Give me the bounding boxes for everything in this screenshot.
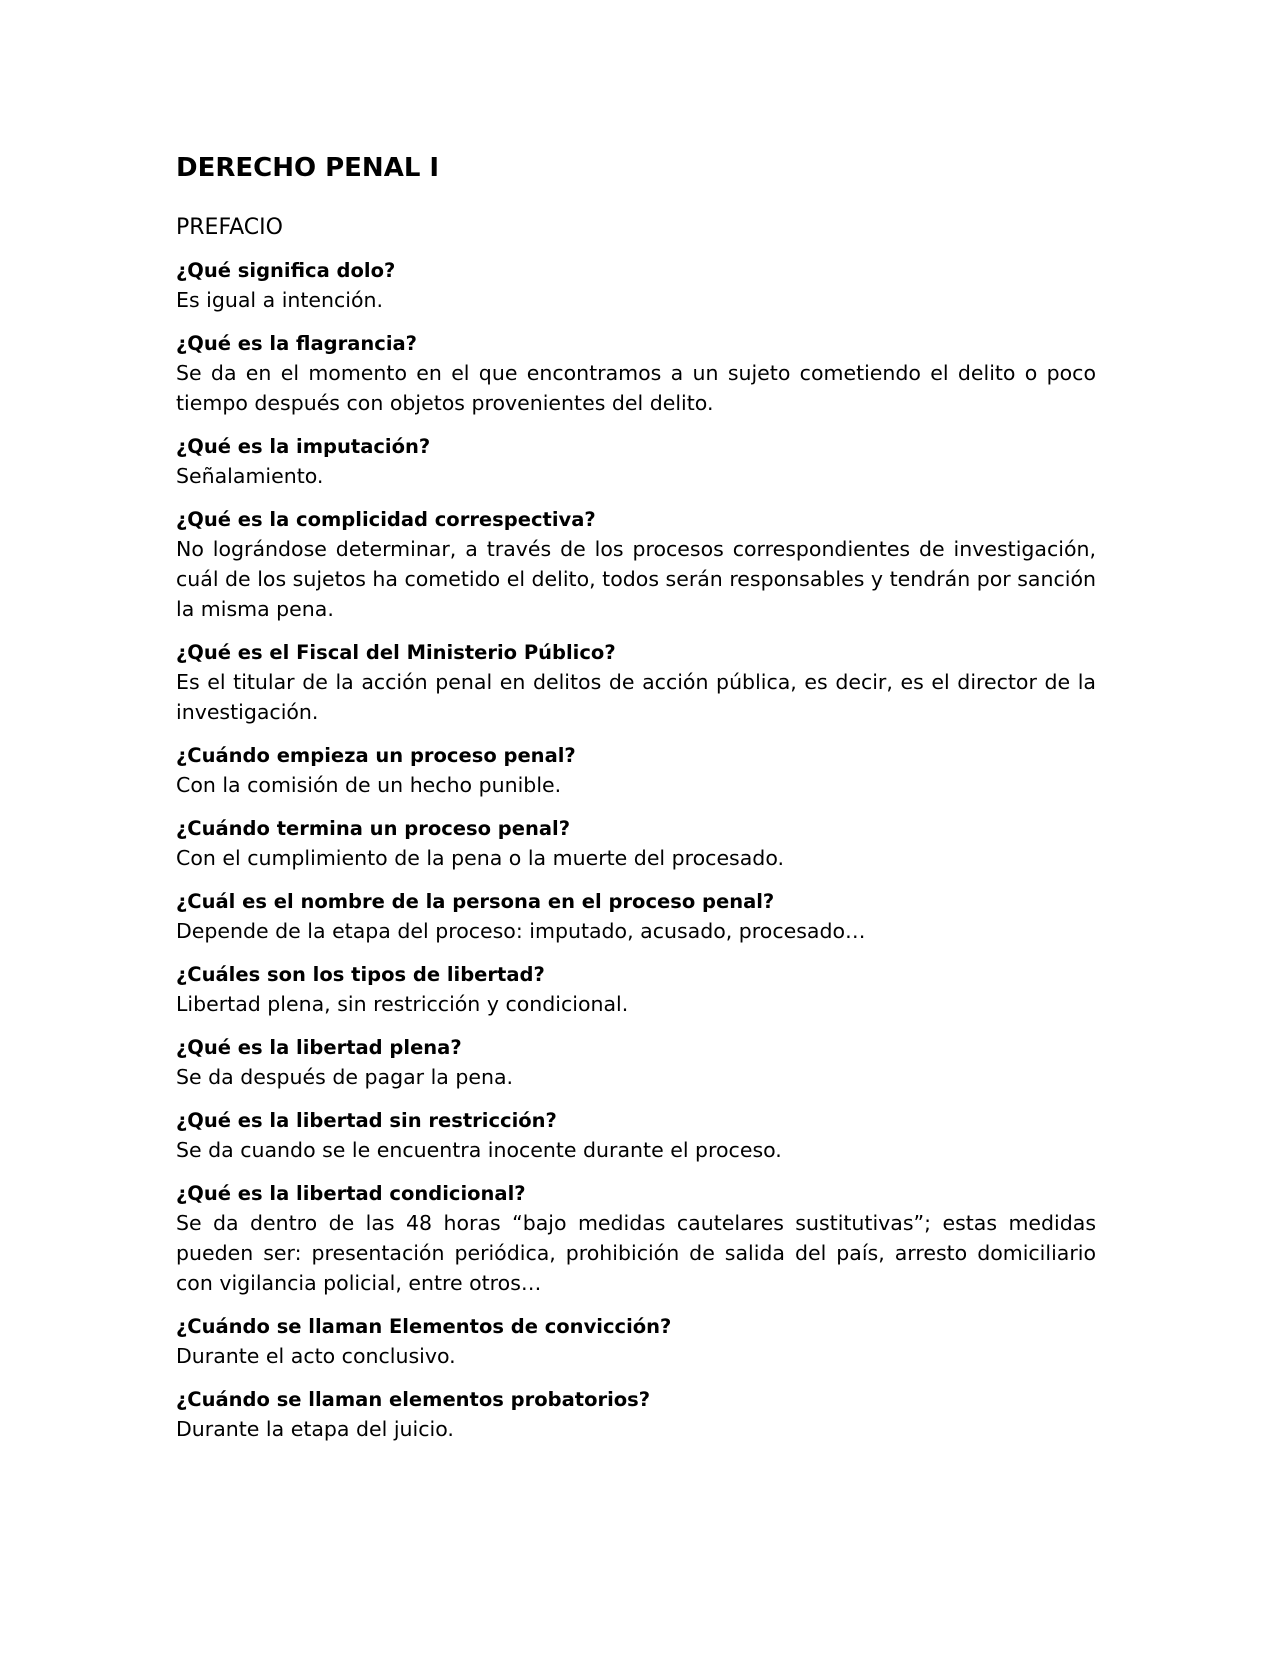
question: ¿Qué significa dolo?: [176, 259, 396, 282]
qa-item: [176, 506, 1096, 624]
answer: Se da después de pagar la pena.: [176, 1065, 514, 1089]
answer: Durante el acto conclusivo.: [176, 1344, 456, 1368]
qa-item: [176, 1386, 1096, 1444]
question: ¿Qué es la flagrancia?: [176, 332, 417, 355]
question: ¿Qué es la libertad condicional?: [176, 1182, 526, 1205]
qa-item: [176, 639, 1096, 727]
answer: Señalamiento.: [176, 464, 324, 488]
answer: Durante la etapa del juicio.: [176, 1417, 454, 1441]
answer: Es el titular de la acción penal en delitos de acción pública, es decir, es el director de la investigación.: [176, 670, 1096, 724]
question: ¿Cuál es el nombre de la persona en el proceso penal?: [176, 890, 775, 913]
answer: Se da dentro de las 48 horas “bajo medidas cautelares sustitutivas”; estas medidas pueden ser: presentación periódica, prohibición de salida del país, arresto domiciliario con vigilancia policial, entre otros…: [176, 1211, 1096, 1295]
question: ¿Cuándo empieza un proceso penal?: [176, 744, 576, 767]
answer: Con la comisión de un hecho punible.: [176, 773, 562, 797]
answer: Depende de la etapa del proceso: imputado, acusado, procesado…: [176, 919, 866, 943]
qa-item: [176, 1034, 1096, 1092]
document-page: [176, 150, 1096, 1459]
qa-item: [176, 742, 1096, 800]
question: ¿Qué es la imputación?: [176, 435, 431, 458]
answer: Se da cuando se le encuentra inocente durante el proceso.: [176, 1138, 782, 1162]
question: ¿Cuándo se llaman elementos probatorios?: [176, 1388, 651, 1411]
document-title: DERECHO PENAL I: [176, 153, 440, 183]
question: ¿Qué es el Fiscal del Ministerio Público?: [176, 641, 616, 664]
qa-item: [176, 257, 1096, 315]
section-title: PREFACIO: [176, 215, 283, 240]
question: ¿Qué es la libertad plena?: [176, 1036, 462, 1059]
qa-item: [176, 330, 1096, 418]
qa-item: [176, 1180, 1096, 1298]
question: ¿Qué es la libertad sin restricción?: [176, 1109, 557, 1132]
qa-item: [176, 888, 1096, 946]
answer: Libertad plena, sin restricción y condicional.: [176, 992, 629, 1016]
qa-item: [176, 433, 1096, 491]
qa-item: [176, 815, 1096, 873]
question: ¿Qué es la complicidad correspectiva?: [176, 508, 596, 531]
question: ¿Cuándo termina un proceso penal?: [176, 817, 571, 840]
answer: Se da en el momento en el que encontramos a un sujeto cometiendo el delito o poco tiempo después con objetos provenientes del delito.: [176, 361, 1096, 415]
question: ¿Cuáles son los tipos de libertad?: [176, 963, 545, 986]
answer: Es igual a intención.: [176, 288, 384, 312]
qa-item: [176, 961, 1096, 1019]
answer: Con el cumplimiento de la pena o la muerte del procesado.: [176, 846, 785, 870]
answer: No lográndose determinar, a través de los procesos correspondientes de investigación, cuál de los sujetos ha cometido el delito, todos serán responsables y tendrán por sanción la misma pena.: [176, 537, 1096, 621]
qa-item: [176, 1313, 1096, 1371]
qa-item: [176, 1107, 1096, 1165]
question: ¿Cuándo se llaman Elementos de convicción?: [176, 1315, 672, 1338]
